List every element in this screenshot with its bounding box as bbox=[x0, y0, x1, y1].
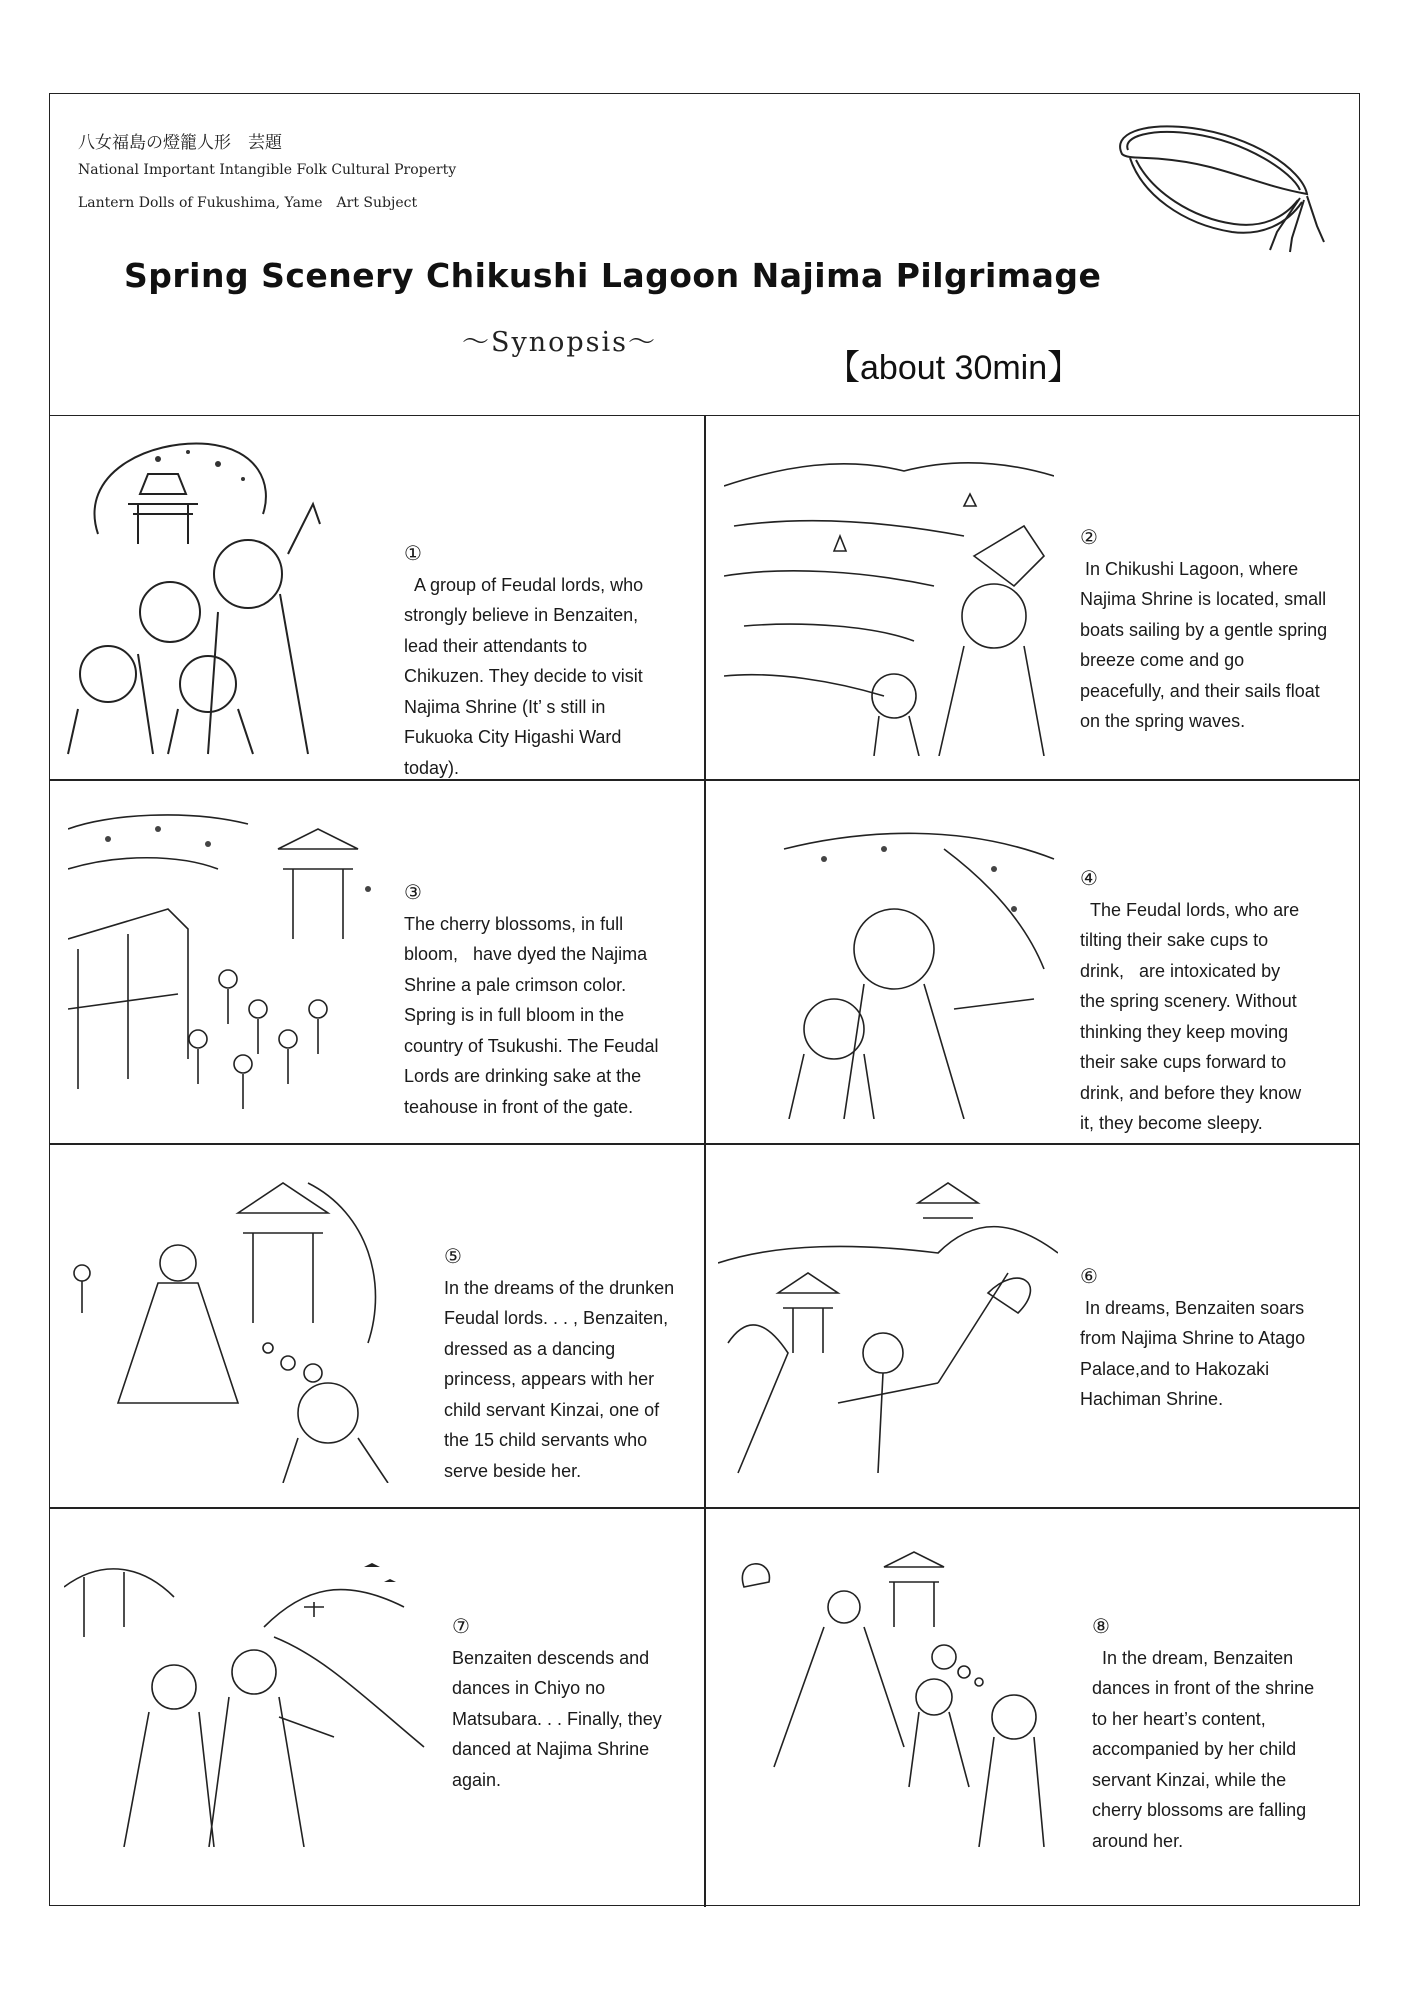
synopsis-panel-5 bbox=[50, 1143, 704, 1506]
sleepy-lords-illustration bbox=[764, 819, 1064, 1119]
panel-text: A group of Feudal lords, who strongly believe in Benzaiten, lead their attendants to Chikuzen. They decide to visit Najima Shrine (It’ s still in Fukuoka City Higashi Ward today). bbox=[404, 574, 644, 778]
panel-text: In the dream, Benzaiten dances in front of the shrine to her heart’s content, accompanied by her child servant Kinzai, while the cherry blossoms are falling around her. bbox=[1092, 1647, 1315, 1851]
synopsis-panel-3 bbox=[50, 779, 704, 1142]
benzaiten-dream-illustration bbox=[68, 1173, 428, 1483]
panel-text: The cherry blossoms, in full bloom, have dyed the Najima Shrine a pale crimson color. Spring is in full bloom in the country of Tsukushi. The Feudal Lords are drinking sake at the teahouse in front of the gate. bbox=[404, 913, 659, 1117]
panel-number: ⑧ bbox=[1092, 1616, 1110, 1638]
benzaiten-dancing-illustration bbox=[734, 1547, 1064, 1847]
lagoon-boats-illustration bbox=[724, 446, 1054, 756]
panel-number: ④ bbox=[1080, 868, 1098, 890]
panel-text: Benzaiten descends and dances in Chiyo no Matsubara. . . Finally, they danced at Najima Shrine again. bbox=[452, 1647, 662, 1790]
panel-number: ⑤ bbox=[444, 1246, 462, 1268]
synopsis-sheet bbox=[49, 93, 1360, 1906]
synopsis-panel-7 bbox=[50, 1507, 704, 1870]
panel-number: ① bbox=[404, 543, 422, 565]
art-subject-label: Lantern Dolls of Fukushima, Yame Art Subject bbox=[78, 195, 418, 211]
page-title: Spring Scenery Chikushi Lagoon Najima Pilgrimage bbox=[124, 256, 1102, 295]
header bbox=[50, 94, 1359, 416]
property-designation-label: National Important Intangible Folk Cultural Property bbox=[78, 162, 457, 178]
feudal-lords-illustration bbox=[58, 434, 358, 759]
panel-text: In dreams, Benzaiten soars from Najima Shrine to Atago Palace,and to Hakozaki Hachiman Shrine. bbox=[1080, 1297, 1306, 1409]
synopsis-panel-8 bbox=[704, 1507, 1358, 1870]
synopsis-grid bbox=[50, 416, 1359, 1907]
teahouse-shrine-illustration bbox=[68, 809, 388, 1119]
synopsis-panel-6 bbox=[704, 1143, 1358, 1506]
synopsis-subtitle: ～Synopsis～ bbox=[462, 327, 658, 358]
panel-number: ② bbox=[1080, 527, 1098, 549]
synopsis-panel-1 bbox=[50, 416, 704, 779]
braided-cord-illustration bbox=[1102, 114, 1332, 254]
panel-text: The Feudal lords, who are tilting their sake cups to drink, are intoxicated by the spring scenery. Without thinking they keep moving their sake cups forward to drink, and before they know it, they become sleepy. bbox=[1080, 899, 1302, 1133]
duration-label: 【about 30min】 bbox=[826, 349, 1082, 387]
japanese-subject-label: 八女福島の燈籠人形 芸題 bbox=[78, 133, 282, 153]
panel-text: In Chikushi Lagoon, where Najima Shrine is located, small boats sailing by a gentle spring breeze come and go peacefully, and their sails float on the spring waves. bbox=[1080, 558, 1328, 731]
panel-text: In the dreams of the drunken Feudal lords. . . , Benzaiten, dressed as a dancing princess, appears with her child servant Kinzai, one of the 15 child servants who serve beside her. bbox=[444, 1277, 675, 1481]
panel-number: ③ bbox=[404, 882, 422, 904]
chiyo-matsubara-illustration bbox=[64, 1547, 434, 1847]
panel-number: ⑥ bbox=[1080, 1266, 1098, 1288]
synopsis-panel-2 bbox=[704, 416, 1358, 779]
synopsis-panel-4 bbox=[704, 779, 1358, 1142]
benzaiten-soaring-illustration bbox=[718, 1173, 1058, 1483]
panel-number: ⑦ bbox=[452, 1616, 470, 1638]
